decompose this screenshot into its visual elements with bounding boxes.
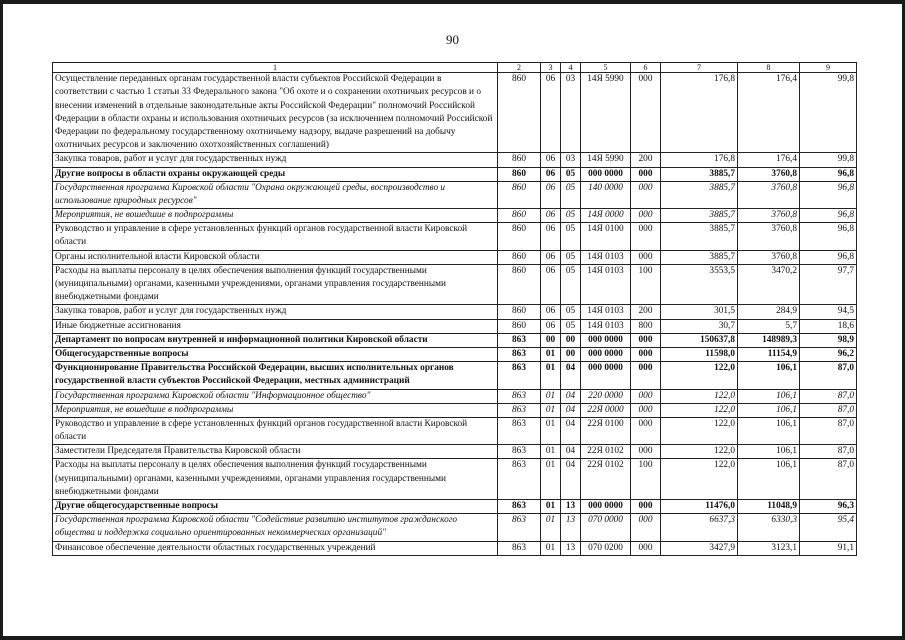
admin-code-cell: 863 [498, 445, 541, 459]
column-header: 2 [498, 63, 541, 73]
section-cell: 01 [541, 347, 561, 361]
expense-type-cell: 000 [631, 209, 661, 223]
actual-amount-cell: 106,1 [738, 362, 800, 389]
subsection-cell: 05 [561, 319, 581, 333]
table-body [53, 63, 857, 556]
plan-amount-cell: 3885,7 [661, 250, 738, 264]
expense-type-cell: 000 [631, 514, 661, 541]
actual-amount-cell: 11154,9 [738, 347, 800, 361]
table-row [53, 347, 857, 361]
subsection-cell: 13 [561, 500, 581, 514]
section-cell: 01 [541, 362, 561, 389]
table-row [53, 541, 857, 555]
target-article-cell: 070 0200 [581, 541, 631, 555]
expense-type-cell: 000 [631, 362, 661, 389]
percent-cell: 99,8 [800, 153, 857, 167]
column-header: 5 [581, 63, 631, 73]
subsection-cell: 05 [561, 209, 581, 223]
percent-cell: 96,8 [800, 181, 857, 208]
expense-type-cell: 000 [631, 250, 661, 264]
row-name-cell: Другие вопросы в области охраны окружающей среды [53, 167, 498, 181]
actual-amount-cell: 6330,3 [738, 514, 800, 541]
row-name-cell: Иные бюджетные ассигнования [53, 319, 498, 333]
table-row [53, 153, 857, 167]
target-article-cell: 22Я 0100 [581, 417, 631, 444]
percent-cell: 96,3 [800, 500, 857, 514]
plan-amount-cell: 122,0 [661, 417, 738, 444]
admin-code-cell: 860 [498, 167, 541, 181]
plan-amount-cell: 176,8 [661, 73, 738, 153]
percent-cell: 95,4 [800, 514, 857, 541]
plan-amount-cell: 122,0 [661, 459, 738, 500]
percent-cell: 87,0 [800, 445, 857, 459]
admin-code-cell: 863 [498, 514, 541, 541]
table-row [53, 389, 857, 403]
admin-code-cell: 863 [498, 417, 541, 444]
section-cell: 06 [541, 250, 561, 264]
expense-type-cell: 000 [631, 333, 661, 347]
percent-cell: 87,0 [800, 389, 857, 403]
expense-type-cell: 000 [631, 445, 661, 459]
percent-cell: 96,8 [800, 223, 857, 250]
percent-cell: 98,9 [800, 333, 857, 347]
expense-type-cell: 000 [631, 500, 661, 514]
table-row [53, 333, 857, 347]
actual-amount-cell: 106,1 [738, 403, 800, 417]
plan-amount-cell: 3553,5 [661, 264, 738, 305]
scan-edge-bottom [0, 636, 905, 640]
percent-cell: 87,0 [800, 403, 857, 417]
plan-amount-cell: 3885,7 [661, 167, 738, 181]
row-name-cell: Руководство и управление в сфере установленных функций органов государственной власти Кировской области [53, 223, 498, 250]
percent-cell: 94,5 [800, 305, 857, 319]
expense-type-cell: 000 [631, 347, 661, 361]
section-cell: 01 [541, 541, 561, 555]
row-name-cell: Расходы на выплаты персоналу в целях обеспечения выполнения функций государственными (муниципальными) органами, казенными учреждениями, органами управления государственными внебюджетными фондами [53, 264, 498, 305]
admin-code-cell: 860 [498, 264, 541, 305]
actual-amount-cell: 176,4 [738, 153, 800, 167]
actual-amount-cell: 11048,9 [738, 500, 800, 514]
row-name-cell: Государственная программа Кировской области "Охрана окружающей среды, воспроизводство и использование природных ресурсов" [53, 181, 498, 208]
admin-code-cell: 863 [498, 333, 541, 347]
section-cell: 06 [541, 153, 561, 167]
table-row [53, 500, 857, 514]
row-name-cell: Закупка товаров, работ и услуг для государственных нужд [53, 153, 498, 167]
table-row [53, 223, 857, 250]
plan-amount-cell: 11598,0 [661, 347, 738, 361]
plan-amount-cell: 122,0 [661, 403, 738, 417]
target-article-cell: 140 0000 [581, 181, 631, 208]
section-cell: 06 [541, 73, 561, 153]
actual-amount-cell: 3760,8 [738, 250, 800, 264]
target-article-cell: 22Я 0102 [581, 459, 631, 500]
target-article-cell: 070 0000 [581, 514, 631, 541]
row-name-cell: Заместители Председателя Правительства Кировской области [53, 445, 498, 459]
target-article-cell: 14Я 0000 [581, 209, 631, 223]
column-header: 9 [800, 63, 857, 73]
actual-amount-cell: 106,1 [738, 445, 800, 459]
percent-cell: 96,8 [800, 250, 857, 264]
row-name-cell: Государственная программа Кировской области "Информационное общество" [53, 389, 498, 403]
section-cell: 01 [541, 514, 561, 541]
admin-code-cell: 863 [498, 500, 541, 514]
expense-type-cell: 000 [631, 167, 661, 181]
row-name-cell: Другие общегосударственные вопросы [53, 500, 498, 514]
table-row [53, 250, 857, 264]
row-name-cell: Закупка товаров, работ и услуг для государственных нужд [53, 305, 498, 319]
target-article-cell: 000 0000 [581, 362, 631, 389]
target-article-cell: 14Я 5990 [581, 153, 631, 167]
subsection-cell: 05 [561, 264, 581, 305]
table-row [53, 445, 857, 459]
actual-amount-cell: 106,1 [738, 417, 800, 444]
row-name-cell: Финансовое обеспечение деятельности областных государственных учреждений [53, 541, 498, 555]
percent-cell: 91,1 [800, 541, 857, 555]
table-row [53, 403, 857, 417]
column-header-row [53, 63, 857, 73]
actual-amount-cell: 3760,8 [738, 223, 800, 250]
admin-code-cell: 863 [498, 541, 541, 555]
actual-amount-cell: 3470,2 [738, 264, 800, 305]
row-name-cell: Функционирование Правительства Российской Федерации, высших исполнительных органов государственной власти субъектов Российской Федерации, местных администраций [53, 362, 498, 389]
subsection-cell: 04 [561, 389, 581, 403]
subsection-cell: 04 [561, 417, 581, 444]
section-cell: 06 [541, 167, 561, 181]
row-name-cell: Департамент по вопросам внутренней и информационной политики Кировской области [53, 333, 498, 347]
plan-amount-cell: 3885,7 [661, 223, 738, 250]
subsection-cell: 05 [561, 181, 581, 208]
section-cell: 06 [541, 209, 561, 223]
target-article-cell: 000 0000 [581, 500, 631, 514]
subsection-cell: 05 [561, 305, 581, 319]
actual-amount-cell: 284,9 [738, 305, 800, 319]
column-header: 3 [541, 63, 561, 73]
expense-type-cell: 000 [631, 389, 661, 403]
table-row [53, 167, 857, 181]
page-number: 90 [446, 32, 459, 47]
plan-amount-cell: 122,0 [661, 389, 738, 403]
plan-amount-cell: 11476,0 [661, 500, 738, 514]
subsection-cell: 13 [561, 541, 581, 555]
admin-code-cell: 863 [498, 459, 541, 500]
section-cell: 06 [541, 319, 561, 333]
subsection-cell: 04 [561, 445, 581, 459]
subsection-cell: 03 [561, 73, 581, 153]
section-cell: 01 [541, 403, 561, 417]
row-name-cell: Государственная программа Кировской области "Содействие развитию институтов гражданского общества и поддержка социально ориентированных некоммерческих организаций" [53, 514, 498, 541]
section-cell: 01 [541, 500, 561, 514]
admin-code-cell: 863 [498, 347, 541, 361]
plan-amount-cell: 3427,9 [661, 541, 738, 555]
target-article-cell: 14Я 0103 [581, 264, 631, 305]
subsection-cell: 13 [561, 514, 581, 541]
target-article-cell: 22Я 0000 [581, 403, 631, 417]
percent-cell: 97,7 [800, 264, 857, 305]
subsection-cell: 04 [561, 362, 581, 389]
target-article-cell: 14Я 0100 [581, 223, 631, 250]
admin-code-cell: 860 [498, 223, 541, 250]
expense-type-cell: 000 [631, 223, 661, 250]
target-article-cell: 14Я 5990 [581, 73, 631, 153]
expense-type-cell: 000 [631, 417, 661, 444]
subsection-cell: 05 [561, 250, 581, 264]
expense-type-cell: 000 [631, 73, 661, 153]
admin-code-cell: 860 [498, 181, 541, 208]
target-article-cell: 000 0000 [581, 167, 631, 181]
plan-amount-cell: 176,8 [661, 153, 738, 167]
section-cell: 06 [541, 305, 561, 319]
plan-amount-cell: 6637,3 [661, 514, 738, 541]
table-row [53, 209, 857, 223]
expense-type-cell: 200 [631, 305, 661, 319]
table-row [53, 514, 857, 541]
admin-code-cell: 863 [498, 403, 541, 417]
percent-cell: 96,8 [800, 209, 857, 223]
section-cell: 06 [541, 181, 561, 208]
row-name-cell: Руководство и управление в сфере установленных функций органов государственной власти Кировской области [53, 417, 498, 444]
scan-edge-top [0, 0, 905, 4]
target-article-cell: 000 0000 [581, 333, 631, 347]
subsection-cell: 03 [561, 153, 581, 167]
subsection-cell: 00 [561, 347, 581, 361]
target-article-cell: 220 0000 [581, 389, 631, 403]
subsection-cell: 04 [561, 459, 581, 500]
row-name-cell: Мероприятия, не вошедшие в подпрограммы [53, 209, 498, 223]
plan-amount-cell: 122,0 [661, 362, 738, 389]
section-cell: 06 [541, 264, 561, 305]
table-row [53, 362, 857, 389]
table-row [53, 73, 857, 153]
scan-edge-left [0, 0, 3, 640]
percent-cell: 87,0 [800, 417, 857, 444]
expense-type-cell: 800 [631, 319, 661, 333]
target-article-cell: 22Я 0102 [581, 445, 631, 459]
actual-amount-cell: 3760,8 [738, 181, 800, 208]
plan-amount-cell: 30,7 [661, 319, 738, 333]
percent-cell: 99,8 [800, 73, 857, 153]
expense-type-cell: 000 [631, 541, 661, 555]
table-row [53, 181, 857, 208]
actual-amount-cell: 5,7 [738, 319, 800, 333]
subsection-cell: 05 [561, 223, 581, 250]
section-cell: 01 [541, 459, 561, 500]
row-name-cell: Осуществление переданных органам государственной власти субъектов Российской Федерации в соответствии с частью 1 статьи 33 Федерального закона "Об охоте и о сохранении охотничьих ресурсов и о внесении изменений в отдельные законодательные акты Российской Федерации" полномочий Российской Федерации в области охраны и использования охотничьих ресурсов (за исключением полномочий Российской Федерации по федеральному государственному охотничьему надзору, выдаче разрешений на добычу охотничьих ресурсов и заключению охотхозяйственных соглашений) [53, 73, 498, 153]
plan-amount-cell: 122,0 [661, 445, 738, 459]
target-article-cell: 14Я 0103 [581, 250, 631, 264]
table-row [53, 319, 857, 333]
section-cell: 06 [541, 223, 561, 250]
plan-amount-cell: 3885,7 [661, 209, 738, 223]
percent-cell: 96,2 [800, 347, 857, 361]
actual-amount-cell: 3123,1 [738, 541, 800, 555]
table-row [53, 417, 857, 444]
target-article-cell: 14Я 0103 [581, 319, 631, 333]
admin-code-cell: 860 [498, 250, 541, 264]
actual-amount-cell: 106,1 [738, 389, 800, 403]
percent-cell: 18,6 [800, 319, 857, 333]
admin-code-cell: 863 [498, 362, 541, 389]
subsection-cell: 05 [561, 167, 581, 181]
column-header: 7 [661, 63, 738, 73]
actual-amount-cell: 3760,8 [738, 209, 800, 223]
admin-code-cell: 860 [498, 153, 541, 167]
plan-amount-cell: 301,5 [661, 305, 738, 319]
percent-cell: 96,8 [800, 167, 857, 181]
table-row [53, 264, 857, 305]
column-header: 8 [738, 63, 800, 73]
column-header: 4 [561, 63, 581, 73]
plan-amount-cell: 150637,8 [661, 333, 738, 347]
admin-code-cell: 860 [498, 73, 541, 153]
admin-code-cell: 860 [498, 305, 541, 319]
actual-amount-cell: 148989,3 [738, 333, 800, 347]
expense-type-cell: 000 [631, 403, 661, 417]
target-article-cell: 14Я 0103 [581, 305, 631, 319]
table-row [53, 305, 857, 319]
actual-amount-cell: 176,4 [738, 73, 800, 153]
admin-code-cell: 860 [498, 319, 541, 333]
table-row [53, 459, 857, 500]
admin-code-cell: 863 [498, 389, 541, 403]
section-cell: 01 [541, 445, 561, 459]
row-name-cell: Общегосударственные вопросы [53, 347, 498, 361]
expense-type-cell: 000 [631, 181, 661, 208]
section-cell: 01 [541, 389, 561, 403]
target-article-cell: 000 0000 [581, 347, 631, 361]
column-header: 1 [53, 63, 498, 73]
column-header: 6 [631, 63, 661, 73]
expense-type-cell: 100 [631, 264, 661, 305]
actual-amount-cell: 106,1 [738, 459, 800, 500]
expense-type-cell: 200 [631, 153, 661, 167]
row-name-cell: Мероприятия, не вошедшие в подпрограммы [53, 403, 498, 417]
expense-type-cell: 100 [631, 459, 661, 500]
section-cell: 01 [541, 417, 561, 444]
row-name-cell: Расходы на выплаты персоналу в целях обеспечения выполнения функций государственными (муниципальными) органами, казенными учреждениями, органами управления государственными внебюджетными фондами [53, 459, 498, 500]
row-name-cell: Органы исполнительной власти Кировской области [53, 250, 498, 264]
percent-cell: 87,0 [800, 459, 857, 500]
budget-table [52, 62, 857, 556]
percent-cell: 87,0 [800, 362, 857, 389]
subsection-cell: 00 [561, 333, 581, 347]
actual-amount-cell: 3760,8 [738, 167, 800, 181]
section-cell: 00 [541, 333, 561, 347]
admin-code-cell: 860 [498, 209, 541, 223]
plan-amount-cell: 3885,7 [661, 181, 738, 208]
subsection-cell: 04 [561, 403, 581, 417]
